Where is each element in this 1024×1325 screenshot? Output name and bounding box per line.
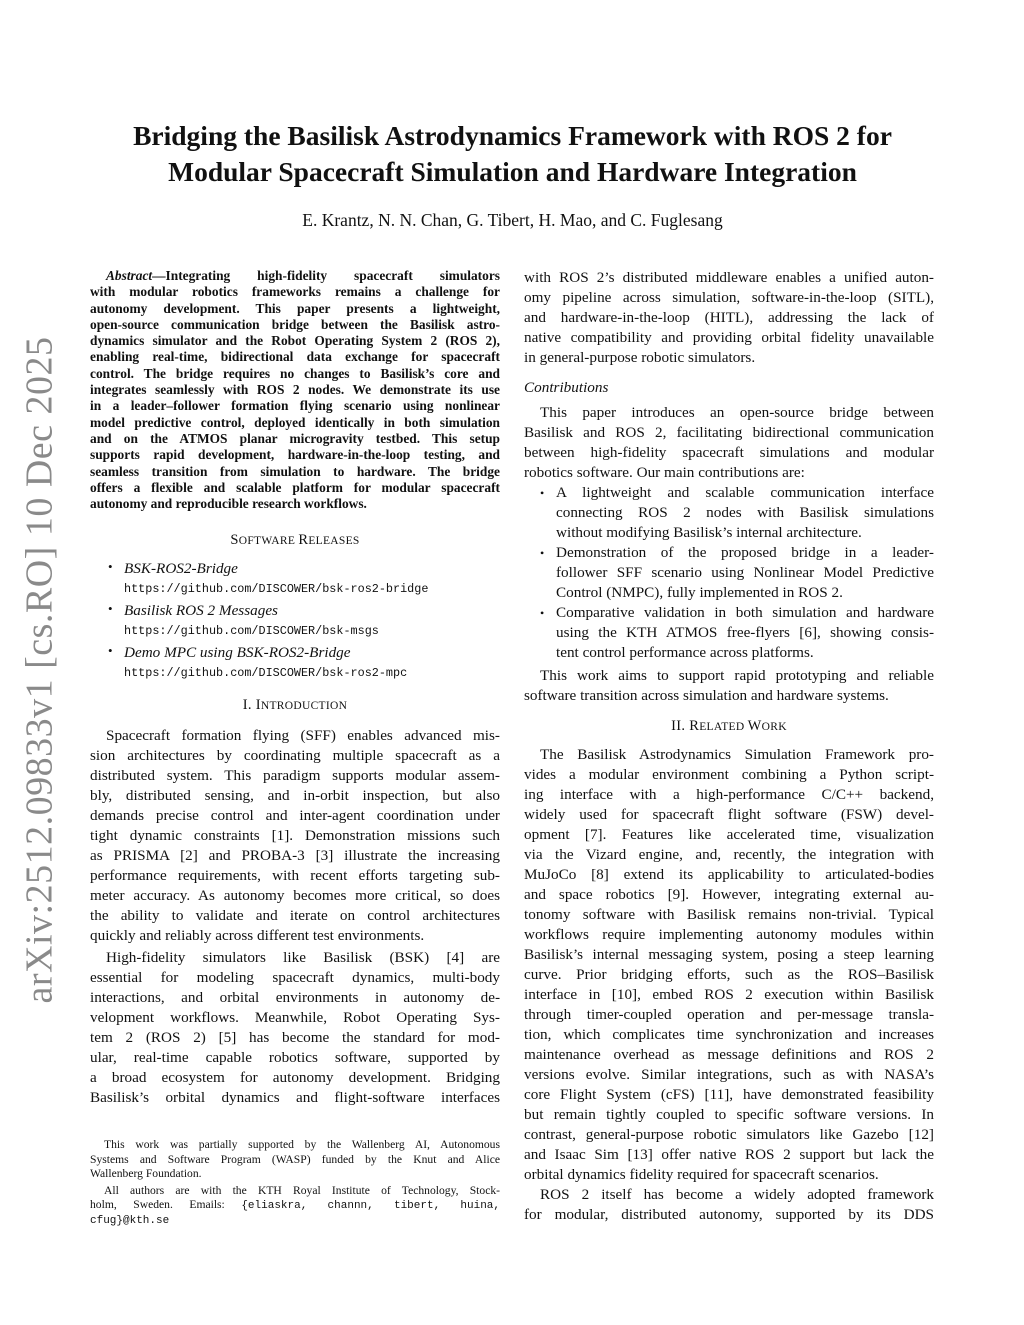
text-line: A lightweight and scalable communication interface	[556, 484, 934, 501]
release-url-link[interactable]: https://github.com/DISCOWER/bsk-ros2-bridge	[124, 582, 429, 597]
footnote-funding	[90, 1138, 500, 1182]
release-name: Basilisk ROS 2 Messages	[124, 602, 278, 620]
abstract-line: seamless transition from simulation to hardware. The bridge	[90, 463, 500, 479]
abstract-line: with modular robotics frameworks remains a challenge for	[90, 284, 500, 300]
bullet-icon: •	[108, 559, 113, 575]
text-line: MuJoCo [8] extend its applicability to articulated-bodies	[524, 866, 934, 883]
arxiv-identifier-stamp	[4, 336, 74, 1004]
abstract-line: and on the ATMOS planar microgravity testbed. This setup	[90, 430, 500, 446]
title-line: Bridging the Basilisk Astrodynamics Framework with ROS 2 for	[133, 120, 892, 151]
contributions-heading: Contributions	[524, 379, 609, 396]
text-line: tent control performance across platforms.	[556, 644, 814, 661]
text-line: This work aims to support rapid prototyping and reliable	[540, 667, 934, 684]
software-release-item	[90, 643, 500, 683]
intro-paragraph-1	[90, 726, 500, 946]
text-line: for modular, distributed autonomy, supported by its DDS	[524, 1206, 934, 1223]
text-line: demands precise control and inter-agent coordination under	[90, 807, 500, 825]
related-work-paragraph-1	[524, 745, 934, 1185]
abstract-line: integrates seamlessly with ROS 2 nodes. We demonstrate its use	[90, 382, 500, 398]
text-line: ular, real-time capable robotics software, supported by	[90, 1049, 500, 1067]
text-line: via the Vizard engine, and, recently, the integration with	[524, 846, 934, 863]
bullet-icon: •	[108, 643, 113, 659]
text-line: essential for modeling spacecraft dynamics, multi-body	[90, 969, 500, 987]
abstract-line: dynamics simulator and the Robot Operating System 2 (ROS 2),	[90, 333, 500, 349]
text-line: tem 2 (ROS 2) [5] has become the standard for mod-	[90, 1029, 500, 1047]
heading-smallcaps: ELATED	[699, 721, 748, 733]
text-line: bly, distributed sensing, and in-orbit inspection, but also	[90, 787, 500, 805]
text-line: workflows require implementing autonomy modules within	[524, 926, 934, 943]
intro-paragraph-continued	[524, 268, 934, 368]
text-line: Basilisk’s internal messaging system, posing a steep learning	[524, 946, 934, 963]
related-work-heading	[524, 718, 934, 735]
abstract-line: autonomy development. This paper presents a lightweight,	[90, 300, 500, 316]
text-line: meter accuracy. As autonomy becomes more critical, so does	[90, 887, 500, 905]
text-line: a broad ecosystem for autonomy development. Bridging	[90, 1069, 500, 1087]
software-release-item	[90, 601, 500, 641]
abstract-line: control. The bridge requires no changes to Basilisk’s core and	[90, 365, 500, 381]
text-line: as PRISMA [2] and PROBA-3 [3] illustrate the increasing	[90, 847, 500, 865]
contribution-item	[524, 483, 934, 543]
footnote-text: holm, Sweden. Emails:	[90, 1198, 225, 1212]
abstract-line: enabling real-time, bidirectional data exchange for spacecraft	[90, 349, 500, 365]
text-line: tonomy software with Basilisk remains non-trivial. Typical	[524, 906, 934, 923]
text-line: opment [7]. Features like accelerated time, visualization	[524, 826, 934, 843]
footnote-line: Wallenberg Foundation.	[90, 1167, 202, 1181]
text-line: omy pipeline across simulation, software-in-the-loop (SITL),	[524, 289, 934, 306]
text-line: native compatibility and providing orbital fidelity unavailable	[524, 329, 934, 346]
abstract-line	[90, 268, 500, 284]
text-line: quickly and reliably across different test environments.	[90, 927, 425, 945]
text-line: between high-fidelity spacecraft simulations and modular	[524, 444, 934, 461]
text-line: follower SFF scenario using Nonlinear Model Predictive	[556, 564, 934, 581]
text-line: Spacecraft formation flying (SFF) enables advanced mis-	[106, 727, 500, 745]
heading-smallcaps: ELEASES	[308, 535, 360, 548]
text-line: tight dynamic constraints [1]. Demonstration missions such	[90, 827, 500, 845]
text-line: Demonstration of the proposed bridge in a leader-	[556, 544, 934, 561]
release-url-link[interactable]: https://github.com/DISCOWER/bsk-msgs	[124, 624, 379, 639]
text-line: This paper introduces an open-source bridge between	[540, 404, 934, 421]
footnotes	[90, 1138, 500, 1229]
text-line: contrast, general-purpose robotic simulators like Gazebo [12]	[524, 1126, 934, 1143]
software-release-list	[90, 559, 500, 683]
abstract-dash: —	[152, 268, 166, 283]
text-line: and hardware-in-the-loop (HITL), addressing the lack of	[524, 309, 934, 326]
heading-cap: R	[298, 532, 309, 549]
paper-title	[90, 118, 935, 190]
footnote-line: This work was partially supported by the Wallenberg AI, Autonomous	[104, 1138, 500, 1151]
aims-paragraph	[524, 666, 934, 706]
text-line: the ability to validate and iterate on control architectures	[90, 907, 500, 925]
software-releases-heading	[90, 532, 500, 549]
text-line: without modifying Basilisk’s internal architecture.	[556, 524, 862, 541]
bullet-icon: •	[540, 486, 545, 500]
heading-smallcaps: ORK	[761, 721, 787, 733]
abstract-line: supports rapid development, hardware-in-the-loop testing, and	[90, 447, 500, 463]
abstract-line: open-source communication bridge between the Basilisk astro-	[90, 316, 500, 332]
left-column	[90, 268, 500, 1108]
text-line: vides a modular environment combining a Python script-	[524, 766, 934, 783]
text-line: Control (NMPC), fully implemented in ROS 2.	[556, 584, 843, 601]
text-line: versions evolve. Similar integrations, such as with NASA’s	[524, 1066, 934, 1083]
text-line: but remain tightly coupled to specific software versions. In	[524, 1106, 934, 1123]
heading-smallcaps: OFTWARE	[238, 535, 299, 548]
footnote-affiliation	[90, 1184, 500, 1229]
footnote-line: Systems and Software Program (WASP) funded by the Knut and Alice	[90, 1152, 500, 1166]
text-line: interactions, and orbital environments in autonomy de-	[90, 989, 500, 1007]
text-line: orbital dynamics fidelity required for spacecraft scenarios.	[524, 1166, 879, 1183]
related-work-paragraph-2	[524, 1185, 934, 1225]
abstract-line-text: Integrating high-fidelity spacecraft simulators	[165, 268, 500, 283]
footnote-line: All authors are with the KTH Royal Institute of Technology, Stock-	[104, 1183, 500, 1197]
text-line: using the KTH ATMOS free-flyers [6], showing consis-	[556, 624, 934, 641]
text-line: widely used for spacecraft flight software (FSW) devel-	[524, 806, 934, 823]
text-line: tion, which complicates time synchronization and increases	[524, 1026, 934, 1043]
text-line: maintenance overhead as message definitions and ROS 2	[524, 1046, 934, 1063]
text-line: performance requirements, with recent efforts targeting sub-	[90, 867, 500, 885]
text-line: curve. Prior bridging efforts, such as the ROS–Basilisk	[524, 966, 934, 983]
contributions-paragraph	[524, 403, 934, 483]
text-line: The Basilisk Astrodynamics Simulation Framework pro-	[540, 746, 934, 763]
right-column	[524, 268, 934, 1225]
bullet-icon: •	[108, 601, 113, 617]
text-line: and Isaac Sim [13] offer native ROS 2 support but lack the	[524, 1146, 934, 1163]
release-name: Demo MPC using BSK-ROS2-Bridge	[124, 644, 351, 662]
section-number: II.	[671, 718, 690, 734]
text-line: velopment workflows. Meanwhile, Robot Operating Sys-	[90, 1009, 500, 1027]
abstract	[90, 268, 500, 512]
arxiv-id-text: arXiv:2512.09833v1 [cs.RO] 10 Dec 2025	[18, 336, 61, 1004]
heading-cap: R	[689, 718, 700, 734]
introduction-heading	[90, 697, 500, 714]
text-line: connecting ROS 2 nodes with Basilisk simulations	[556, 504, 934, 521]
text-line: distributed system. This paradigm supports modular assem-	[90, 767, 500, 785]
heading-cap: W	[747, 718, 762, 734]
text-line: core Flight System (cFS) [11], have demonstrated feasibility	[524, 1086, 934, 1103]
text-line: Basilisk’s orbital dynamics and flight-software interfaces	[90, 1089, 500, 1107]
abstract-line: autonomy and reproducible research workflows.	[90, 496, 367, 512]
release-name: BSK-ROS2-Bridge	[124, 560, 238, 578]
author-emails: cfug}@kth.se	[90, 1214, 170, 1227]
intro-paragraph-2	[90, 948, 500, 1108]
heading-cap: S	[230, 532, 239, 549]
author-list: E. Krantz, N. N. Chan, G. Tibert, H. Mao, and C. Fuglesang	[302, 210, 723, 230]
abstract-label: Abstract	[106, 268, 153, 283]
abstract-line: offers a flexible and scalable platform for modular spacecraft	[90, 479, 500, 495]
contributions-list	[524, 483, 934, 663]
text-line: ing interface with a high-performance C/C++ backend,	[524, 786, 934, 803]
text-line: sion architectures by coordinating multiple spacecraft as a	[90, 747, 500, 765]
section-number: I.	[242, 697, 256, 714]
release-url-link[interactable]: https://github.com/DISCOWER/bsk-ros2-mpc	[124, 666, 408, 681]
text-line: High-fidelity simulators like Basilisk (BSK) [4] are	[106, 949, 500, 967]
abstract-line: model predictive control, deployed identically in both simulation	[90, 414, 500, 430]
text-line: ROS 2 itself has become a widely adopted framework	[540, 1186, 934, 1203]
contribution-item	[524, 543, 934, 603]
author-emails: {eliaskra, channn, tibert, huina,	[241, 1200, 500, 1213]
title-line: Modular Spacecraft Simulation and Hardware Integration	[168, 156, 857, 187]
text-line: Basilisk and ROS 2, facilitating bidirectional communication	[524, 424, 934, 441]
bullet-icon: •	[540, 546, 545, 560]
text-line: in general-purpose robotic simulators.	[524, 349, 756, 366]
contribution-item	[524, 603, 934, 663]
text-line: with ROS 2’s distributed middleware enables a unified auton-	[524, 269, 934, 286]
bullet-icon: •	[540, 606, 545, 620]
text-line: interface in [10], embed ROS 2 execution within Basilisk	[524, 986, 934, 1003]
text-line: software transition across simulation and hardware systems.	[524, 687, 889, 704]
text-line: Comparative validation in both simulation and hardware	[556, 604, 934, 621]
software-release-item	[90, 559, 500, 599]
abstract-line: in a leader–follower formation flying scenario using nonlinear	[90, 398, 500, 414]
text-line: and space robotics [9]. However, integrating external au-	[524, 886, 934, 903]
heading-cap: I	[255, 697, 261, 714]
text-line: through timer-coupled operation and per-message transla-	[524, 1006, 934, 1023]
footnote-line	[90, 1198, 500, 1214]
text-line: robotics software. Our main contributions are:	[524, 464, 805, 481]
heading-smallcaps: NTRODUCTION	[260, 700, 348, 713]
